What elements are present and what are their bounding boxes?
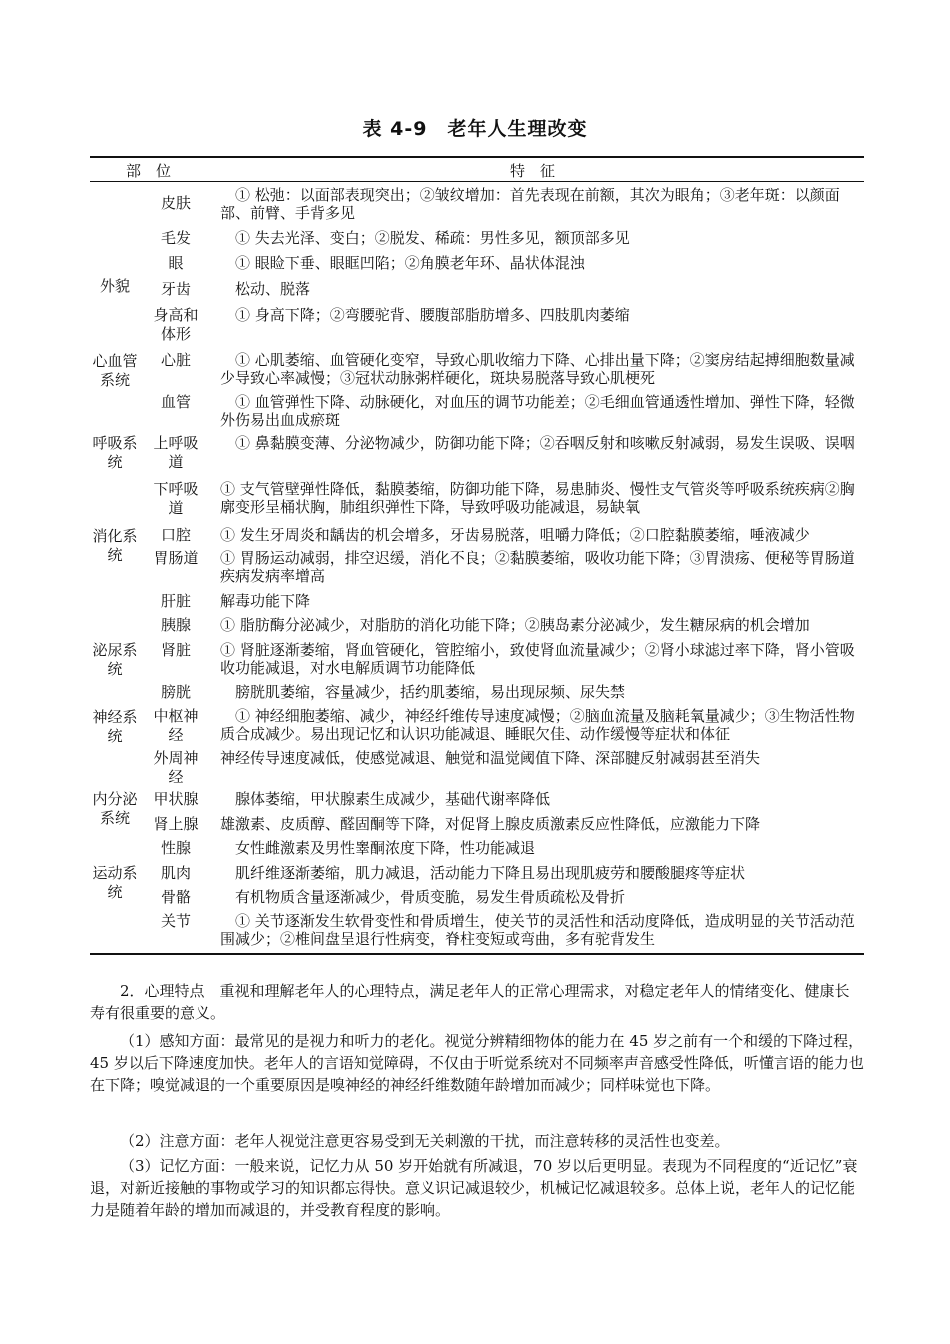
- row-feature: ① 松弛：以面部表现突出；②皱纹增加：首先表现在前额，其次为眼角；③老年斑：以颜面部、前臂、手背多见: [220, 186, 840, 222]
- row-part: 牙齿: [160, 280, 191, 298]
- header-feature: 特 征: [510, 162, 556, 180]
- row-feature: ① 关节逐渐发生软骨变性和骨质增生，使关节的灵活性和活动度降低，造成明显的关节活动范围减少；②椎间盘呈退行性病变，脊柱变短或弯曲，多有驼背发生: [220, 912, 855, 948]
- paragraph: （3）记忆方面：一般来说，记忆力从 50 岁开始就有所减退，70 岁以后更明显。表现为不同程度的“近记忆”衰退，对新近接触的事物或学习的知识都忘得快。意义识记减退较少，机械记忆减退较多。总体上说，老年人的记忆能力是随着年龄的增加而减退的，并受教育程度的影响。: [90, 1157, 858, 1219]
- row-feature: ① 心肌萎缩、血管硬化变窄，导致心肌收缩力下降、心排出量下降；②窦房结起搏细胞数量减少导致心率减慢；③冠状动脉粥样硬化，斑块易脱落导致心肌梗死: [220, 351, 855, 387]
- paragraph: （1）感知方面：最常见的是视力和听力的老化。视觉分辨精细物体的能力在 45 岁之前有一个和缓的下降过程，45 岁以后下降速度加快。老年人的言语知觉障碍，不仅由于听觉系统对不同频率声音感受性降低，听懂言语的能力也在下降；嗅觉减退的一个重要原因是嗅神经的神经纤维数随年龄增加而减少；同样味觉也下降。: [90, 1032, 864, 1094]
- row-part: 肾脏: [160, 641, 191, 659]
- row-part: 胃肠道: [153, 549, 199, 567]
- row-part: 下呼吸道: [153, 480, 199, 517]
- row-feature: ① 神经细胞萎缩、减少，神经纤维传导速度减慢；②脑血流量及脑耗氧量减少；③生物活性物质合成减少。易出现记忆和认识功能减退、睡眠欠佳、动作缓慢等症状和体征: [220, 707, 855, 743]
- row-feature: ① 脂肪酶分泌减少，对脂肪的消化功能下降；②胰岛素分泌减少，发生糖尿病的机会增加: [220, 616, 810, 634]
- row-feature: 肌纤维逐渐萎缩，肌力减退，活动能力下降且易出现肌疲劳和腰酸腿疼等症状: [220, 864, 746, 882]
- row-feature: ① 肾脏逐渐萎缩，肾血管硬化，管腔缩小，致使肾血流量减少；②肾小球滤过率下降，肾小管吸收功能减退，对水电解质调节功能降低: [220, 641, 855, 677]
- table-header-rule: [90, 181, 864, 182]
- row-feature: 雄激素、皮质醇、醛固酮等下降，对促肾上腺皮质激素反应性降低，应激能力下降: [220, 815, 761, 833]
- table-title: 表 4-9 老年人生理改变: [362, 118, 588, 140]
- row-part: 肝脏: [160, 592, 191, 610]
- paragraph: （2）注意方面：老年人视觉注意更容易受到无关刺激的干扰，而注意转移的灵活性也变差。: [120, 1132, 730, 1150]
- row-feature: 松动、脱落: [220, 280, 311, 298]
- table-top-rule: [90, 156, 864, 158]
- category-label: 运动系统: [92, 864, 138, 901]
- row-part: 毛发: [160, 229, 191, 247]
- row-part: 皮肤: [160, 194, 191, 212]
- row-feature: ① 胃肠运动减弱，排空迟缓，消化不良；②黏膜萎缩，吸收功能下降；③胃溃疡、便秘等胃肠道疾病发病率增高: [220, 549, 855, 585]
- row-feature: ① 失去光泽、变白；②脱发、稀疏：男性多见，额顶部多见: [220, 229, 630, 247]
- row-part: 膀胱: [160, 683, 191, 701]
- row-feature: ① 鼻黏膜变薄、分泌物减少，防御功能下降；②吞咽反射和咳嗽反射减弱，易发生误吸、误咽: [220, 434, 855, 452]
- row-part: 中枢神经: [153, 707, 199, 744]
- row-feature: 腺体萎缩，甲状腺素生成减少，基础代谢率降低: [220, 790, 551, 808]
- row-part: 上呼吸道: [153, 434, 199, 471]
- row-part: 胰腺: [160, 616, 191, 634]
- header-part: 部 位: [126, 162, 172, 180]
- row-feature: 有机物质含量逐渐减少，骨质变脆，易发生骨质疏松及骨折: [220, 888, 626, 906]
- table-bottom-rule: [90, 953, 864, 955]
- row-feature: 膀胱肌萎缩，容量减少，括约肌萎缩，易出现尿频、尿失禁: [220, 683, 626, 701]
- row-feature: ① 发生牙周炎和龋齿的机会增多，牙齿易脱落，咀嚼力降低；②口腔黏膜萎缩，唾液减少: [220, 526, 810, 544]
- row-part: 外周神经: [153, 749, 199, 786]
- row-part: 肌肉: [160, 864, 191, 882]
- row-part: 眼: [168, 254, 184, 272]
- row-part: 肾上腺: [153, 815, 199, 833]
- category-label: 神经系统: [92, 708, 138, 745]
- category-label: 呼吸系统: [92, 434, 138, 471]
- row-part: 骨骼: [160, 888, 191, 906]
- row-part: 甲状腺: [153, 790, 199, 808]
- row-part: 心脏: [160, 351, 191, 369]
- row-part: 身高和体形: [153, 306, 199, 343]
- row-part: 血管: [160, 393, 191, 411]
- row-feature: ① 支气管壁弹性降低，黏膜萎缩，防御功能下降，易患肺炎、慢性支气管炎等呼吸系统疾病②胸廓变形呈桶状胸，肺组织弹性下降，导致呼吸功能减退，易缺氧: [220, 480, 855, 516]
- category-label: 消化系统: [92, 527, 138, 564]
- row-feature: 女性雌激素及男性睾酮浓度下降，性功能减退: [220, 839, 536, 857]
- category-label: 心血管系统: [92, 352, 138, 389]
- row-part: 性腺: [160, 839, 191, 857]
- category-label: 泌尿系统: [92, 641, 138, 678]
- category-label: 内分泌系统: [92, 790, 138, 827]
- row-part: 关节: [160, 912, 191, 930]
- row-feature: 神经传导速度减低，使感觉减退、触觉和温觉阈值下降、深部腱反射减弱甚至消失: [220, 749, 761, 767]
- category-label: 外貌: [99, 277, 130, 295]
- row-feature: 解毒功能下降: [220, 592, 311, 610]
- row-feature: ① 血管弹性下降、动脉硬化，对血压的调节功能差；②毛细血管通透性增加、弹性下降，轻微外伤易出血成瘀斑: [220, 393, 855, 429]
- paragraph: 2．心理特点 重视和理解老年人的心理特点，满足老年人的正常心理需求，对稳定老年人的情绪变化、健康长寿有很重要的意义。: [90, 982, 850, 1022]
- row-part: 口腔: [160, 526, 191, 544]
- row-feature: ① 身高下降；②弯腰驼背、腰腹部脂肪增多、四肢肌肉萎缩: [220, 306, 630, 324]
- row-feature: ① 眼睑下垂、眼眶凹陷；②角膜老年环、晶状体混浊: [220, 254, 585, 272]
